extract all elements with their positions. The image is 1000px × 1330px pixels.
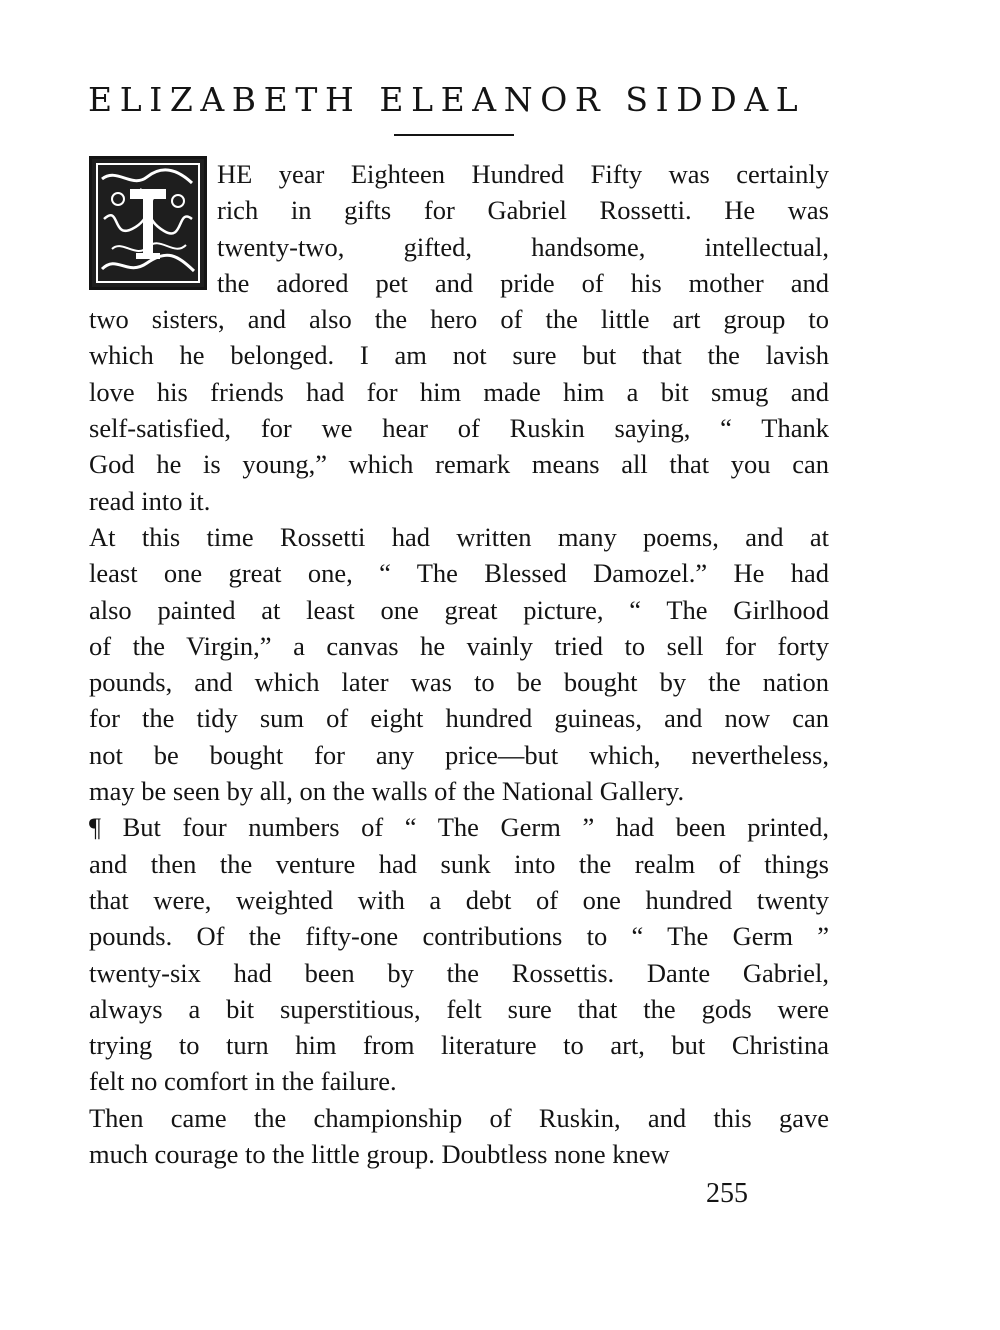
text-line: that were, weighted with a debt of one hundred twenty (89, 884, 829, 915)
text-line: for the tidy sum of eight hundred guineas, and now can (89, 703, 829, 734)
text-line: Then came the championship of Ruskin, and this gave (89, 1102, 829, 1133)
text-line: which he belonged. I am not sure but that the lavish (89, 340, 829, 371)
head-rule (394, 134, 514, 136)
text-line: twenty-two, gifted, handsome, intellectual, (217, 231, 829, 262)
text-line: always a bit superstitious, felt sure that the gods were (89, 993, 829, 1024)
text-line: ¶ But four numbers of “ The Germ ” had been printed, (89, 812, 829, 843)
text-line: pounds, and which later was to be bought by the nation (89, 667, 829, 698)
text-line: pounds. Of the fifty-one contributions to “ The Germ ” (89, 921, 829, 952)
text-line: rich in gifts for Gabriel Rossetti. He was (217, 195, 829, 226)
text-line: much courage to the little group. Doubtless none knew (89, 1139, 670, 1170)
page-number: 255 (706, 1178, 748, 1209)
text-line: of the Virgin,” a canvas he vainly tried to sell for forty (89, 630, 829, 661)
text-line: trying to turn him from literature to art, but Christina (89, 1030, 829, 1061)
text-line: and then the venture had sunk into the realm of things (89, 848, 829, 879)
text-line: read into it. (89, 485, 211, 516)
text-line: self-satisfied, for we hear of Ruskin saying, “ Thank (89, 413, 829, 444)
text-line: also painted at least one great picture, “ The Girlhood (89, 594, 829, 625)
text-line: not be bought for any price—but which, nevertheless, (89, 739, 829, 770)
text-line: felt no comfort in the failure. (89, 1066, 397, 1097)
text-line: the adored pet and pride of his mother and (217, 267, 829, 298)
text-line: At this time Rossetti had written many poems, and at (89, 521, 829, 552)
running-head: ELIZABETH ELEANOR SIDDAL (88, 80, 806, 119)
text-line: God he is young,” which remark means all that you can (89, 449, 829, 480)
text-line: twenty-six had been by the Rossettis. Dante Gabriel, (89, 957, 829, 988)
body-text (89, 156, 829, 1172)
text-line: two sisters, and also the hero of the little art group to (89, 304, 829, 335)
text-line: may be seen by all, on the walls of the National Gallery. (89, 776, 685, 807)
text-line: least one great one, “ The Blessed Damozel.” He had (89, 558, 829, 589)
text-line: love his friends had for him made him a bit smug and (89, 376, 829, 407)
text-line: HE year Eighteen Hundred Fifty was certainly (217, 159, 829, 189)
